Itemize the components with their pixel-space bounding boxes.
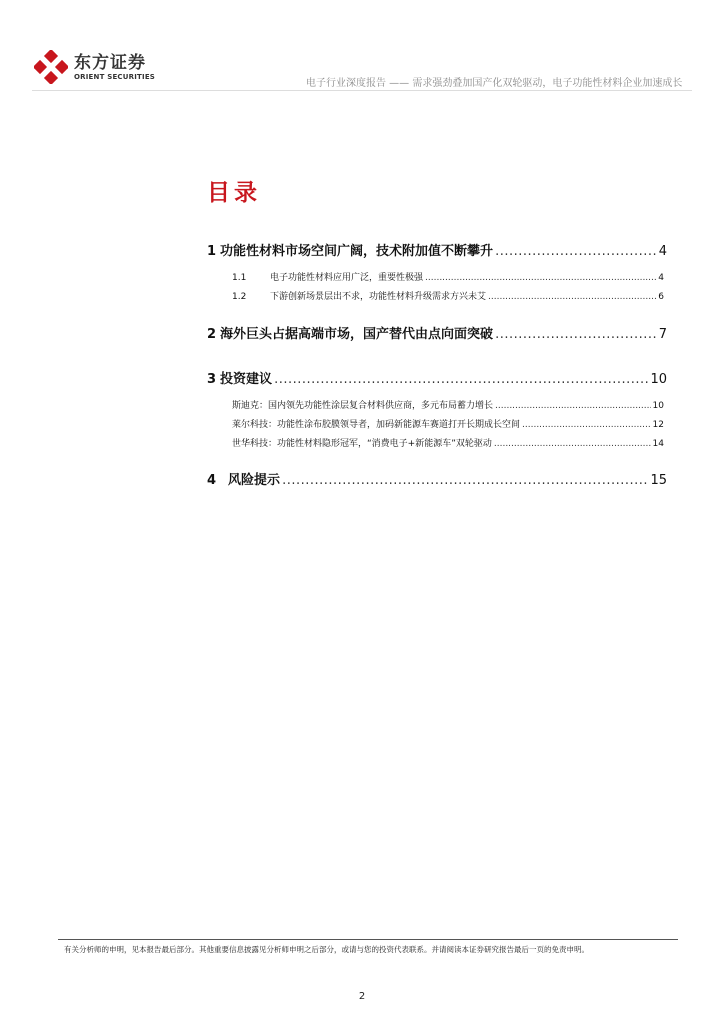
toc-entry-page: 15 xyxy=(650,473,667,488)
footer-disclaimer: 有关分析师的申明，见本报告最后部分。其他重要信息披露见分析师申明之后部分，或请与您的投资代表联系。并请阅读本证券研究报告最后一页的免责申明。 xyxy=(64,945,589,954)
toc-entry-number: 1.2 xyxy=(232,292,247,302)
toc-entry-shihua[interactable] xyxy=(232,436,664,449)
toc-entry-1-1[interactable] xyxy=(232,270,664,283)
toc-leader-dots xyxy=(495,327,657,342)
toc-leader-dots xyxy=(495,401,651,411)
company-logo xyxy=(34,50,155,84)
toc-entry-number: 2 xyxy=(207,327,217,342)
toc-leader-dots xyxy=(282,473,648,488)
header-divider xyxy=(32,90,692,91)
toc-entry-4[interactable] xyxy=(207,469,667,488)
toc-leader-dots xyxy=(495,244,657,259)
toc-leader-dots xyxy=(488,292,656,302)
toc-entry-1[interactable] xyxy=(207,240,667,259)
toc-entry-label: 世华科技：功能性材料隐形冠军，“消费电子+新能源车”双轮驱动 xyxy=(232,439,492,449)
toc-entry-number: 1.1 xyxy=(232,273,247,283)
toc-entry-page: 10 xyxy=(652,401,664,411)
toc-leader-dots xyxy=(425,273,656,283)
toc-entry-sidike[interactable] xyxy=(232,398,664,411)
toc-entry-laier[interactable] xyxy=(232,417,664,430)
toc-entry-label: 电子功能性材料应用广泛，重要性极强 xyxy=(270,273,424,283)
toc-entry-1-2[interactable] xyxy=(232,289,664,302)
orient-logo-icon xyxy=(34,50,68,84)
toc-entry-number: 1 xyxy=(207,244,217,259)
toc-entry-label: 功能性材料市场空间广阔，技术附加值不断攀升 xyxy=(220,244,494,259)
page-number: 2 xyxy=(358,991,366,1002)
toc-leader-dots xyxy=(494,439,651,449)
toc-entry-label: 下游创新场景层出不求，功能性材料升级需求方兴未艾 xyxy=(270,292,487,302)
toc-leader-dots xyxy=(274,372,648,387)
logo-english-name: ORIENT SECURITIES xyxy=(74,72,156,81)
toc-entry-label: 斯迪克：国内领先功能性涂层复合材料供应商，多元布局蓄力增长 xyxy=(232,401,494,411)
toc-entry-3[interactable] xyxy=(207,368,667,387)
toc-entry-label: 投资建议 xyxy=(220,372,273,387)
footer-divider xyxy=(58,939,678,940)
toc-entry-page: 14 xyxy=(652,439,664,449)
toc-entry-number: 3 xyxy=(207,372,217,387)
toc-leader-dots xyxy=(522,420,651,430)
toc-entry-label: 海外巨头占据高端市场，国产替代由点向面突破 xyxy=(220,327,494,342)
toc-title: 目录 xyxy=(207,180,261,206)
toc-entry-label: 莱尔科技：功能性涂布胶膜领导者，加码新能源车赛道打开长期成长空间 xyxy=(232,420,521,430)
toc-entry-label: 风险提示 xyxy=(228,473,281,488)
toc-entry-page: 10 xyxy=(650,372,667,387)
logo-chinese-name: 东方证券 xyxy=(74,52,146,73)
toc-entry-2[interactable] xyxy=(207,323,667,342)
report-header-title: 电子行业深度报告 —— 需求强劲叠加国产化双轮驱动，电子功能性材料企业加速成长 xyxy=(306,78,683,89)
toc-entry-page: 4 xyxy=(658,244,667,259)
toc-entry-page: 7 xyxy=(658,327,667,342)
toc-entry-page: 6 xyxy=(658,292,664,302)
toc-entry-page: 12 xyxy=(652,420,664,430)
toc-entry-page: 4 xyxy=(658,273,664,283)
toc-entry-number: 4 xyxy=(207,473,217,488)
